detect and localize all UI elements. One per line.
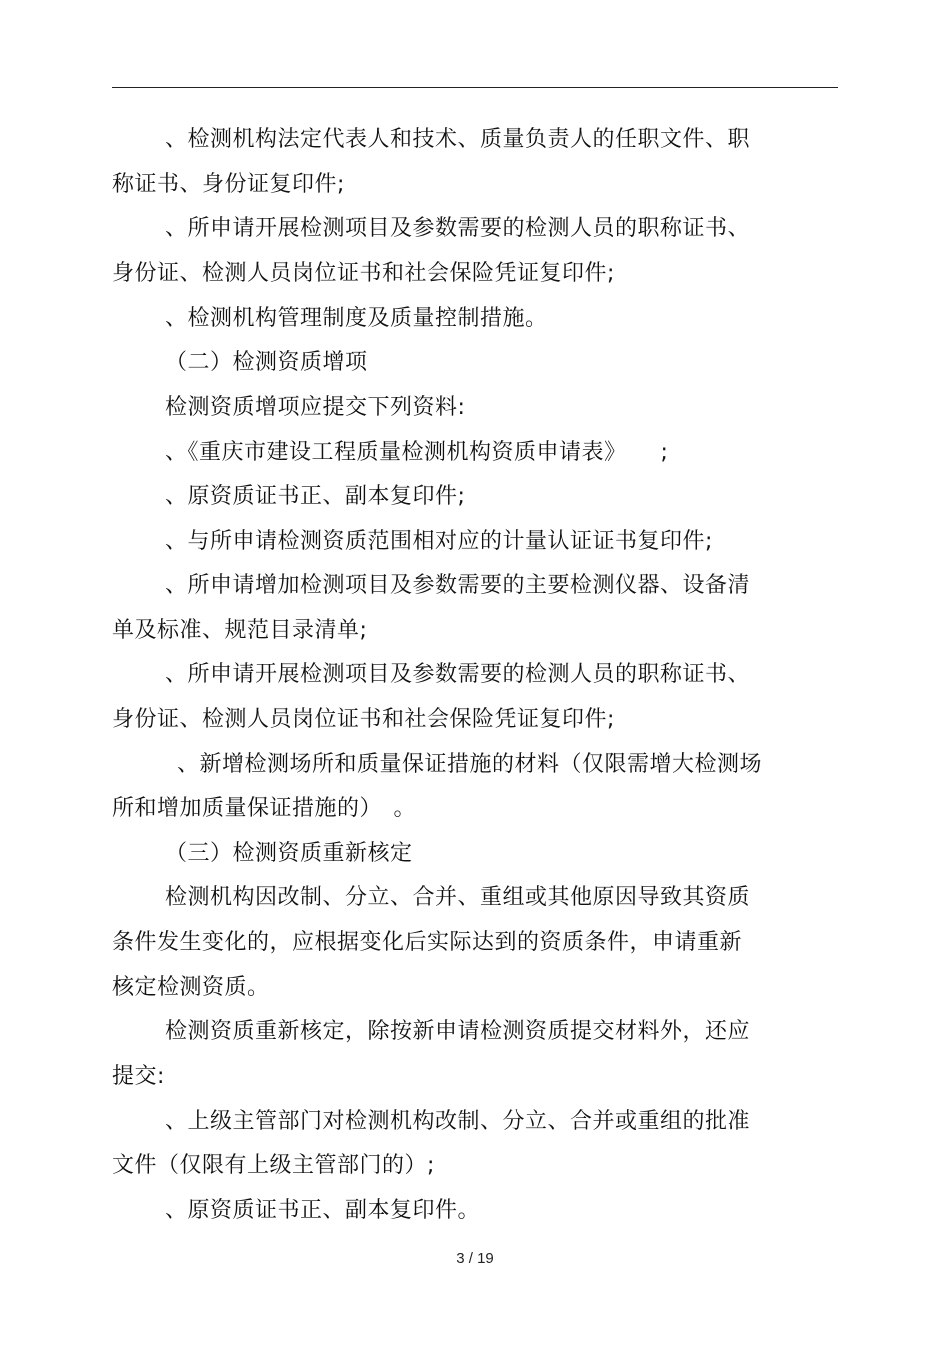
text-line: 、新增检测场所和质量保证措施的材料（仅限需增大检测场 xyxy=(177,752,763,777)
text-line: 所和增加质量保证措施的） 。 xyxy=(112,796,417,821)
text-line: 、原资质证书正、副本复印件; xyxy=(165,484,466,509)
header-rule xyxy=(112,87,838,88)
text-line: 检测资质重新核定，除按新申请检测资质提交材料外，还应 xyxy=(165,1019,751,1044)
text-line: 、与所申请检测资质范围相对应的计量认证证书复印件; xyxy=(165,529,713,554)
text-line: 、所申请增加检测项目及参数需要的主要检测仪器、设备清 xyxy=(165,573,751,598)
text-line: 称证书、身份证复印件; xyxy=(112,172,345,197)
text-line: 、原资质证书正、副本复印件。 xyxy=(165,1198,481,1223)
text-line: 、检测机构法定代表人和技术、质量负责人的任职文件、职 xyxy=(165,127,751,152)
text-line: 、上级主管部门对检测机构改制、分立、合并或重组的批准 xyxy=(165,1109,751,1134)
text-line: 单及标准、规范目录清单; xyxy=(112,618,368,643)
text-line: 、所申请开展检测项目及参数需要的检测人员的职称证书、 xyxy=(165,662,751,687)
section-heading: （三）检测资质重新核定 xyxy=(165,841,413,866)
text-line: 检测机构因改制、分立、合并、重组或其他原因导致其资质 xyxy=(165,885,751,910)
text-line: 身份证、检测人员岗位证书和社会保险凭证复印件; xyxy=(112,707,615,732)
text-line: 、检测机构管理制度及质量控制措施。 xyxy=(165,306,548,331)
text-line: 条件发生变化的，应根据变化后实际达到的资质条件，申请重新 xyxy=(112,930,743,955)
text-line: 文件（仅限有上级主管部门的）; xyxy=(112,1153,435,1178)
text-line: 、《重庆市建设工程质量检测机构资质申请表》 ; xyxy=(165,440,669,465)
text-line: 检测资质增项应提交下列资料: xyxy=(165,395,466,420)
page-number: 3 / 19 xyxy=(456,1250,494,1267)
text-line: 提交: xyxy=(112,1064,165,1089)
text-line: 身份证、检测人员岗位证书和社会保险凭证复印件; xyxy=(112,261,615,286)
text-line: 核定检测资质。 xyxy=(112,975,270,1000)
text-line: 、所申请开展检测项目及参数需要的检测人员的职称证书、 xyxy=(165,216,751,241)
section-heading: （二）检测资质增项 xyxy=(165,350,368,375)
